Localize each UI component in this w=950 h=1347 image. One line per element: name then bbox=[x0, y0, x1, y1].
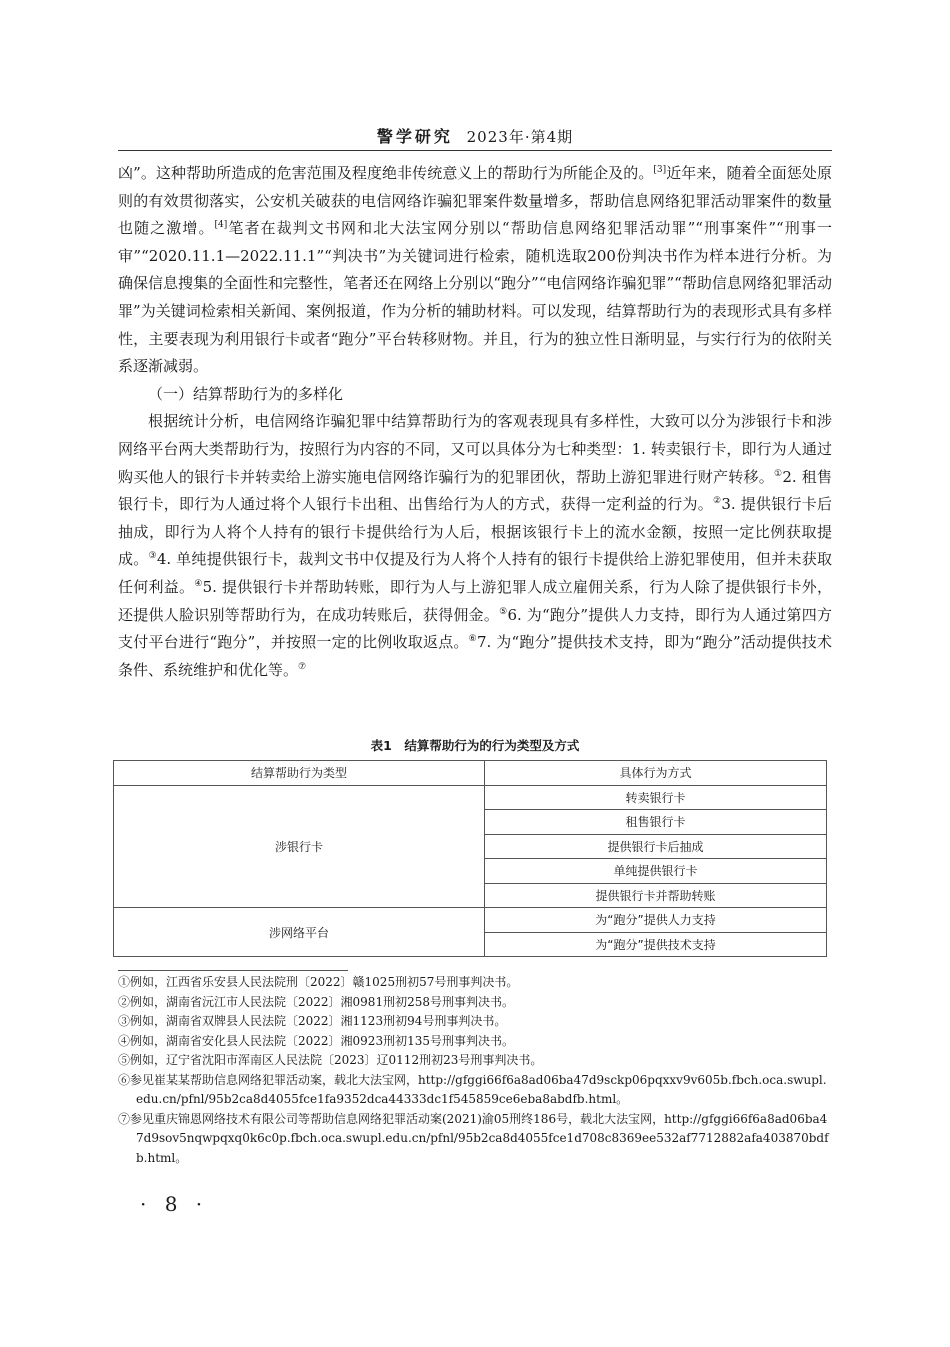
p1-text-b: 近年来，随着全面惩处原则的有效贯彻落实，公安机关破获的电信网络诈骗犯罪案件数量增多，帮助信息网络犯罪活动罪案件的数量也随之激增。 bbox=[118, 164, 832, 238]
footnote-5: ⑤例如，辽宁省沈阳市浑南区人民法院〔2023〕辽0112刑初23号刑事判决书。 bbox=[118, 1053, 543, 1067]
footnote-7: ⑦参见重庆锦恩网络技术有限公司等帮助信息网络犯罪活动案(2021)渝05刑终186号，载北大法宝网，http://gfggi66f6a8ad06ba47d9sov5nqwpqxq0k6c0p.fbch.oca.swupl.edu.cn/pfnl/95b2ca8d4055fce1d708c8369ee532af7712882afa403870bdfb.html。 bbox=[118, 1111, 829, 1165]
footnote-3: ③例如，湖南省双牌县人民法院〔2022〕湘1123刑初94号刑事判决书。 bbox=[118, 1014, 507, 1028]
p2-text-f: 6. 为“跑分”提供人力支持，即行为人通过第四方支付平台进行“跑分”，并按照一定的比例收取返点。 bbox=[118, 605, 833, 652]
header-rule bbox=[118, 150, 832, 151]
citation-4: [4] bbox=[214, 220, 228, 231]
table-cell: 租售银行卡 bbox=[485, 810, 827, 835]
p2-text-e: 5. 提供银行卡并帮助转账，即行为人与上游犯罪人成立雇佣关系，行为人除了提供银行卡外，还提供人脸识别等帮助行为，在成功转账后，获得佣金。 bbox=[118, 577, 832, 624]
p2-text-c: 3. 提供银行卡后抽成，即行为人将个人持有的银行卡提供给行为人后，根据该银行卡上的流水金额，按照一定比例获取提成。 bbox=[118, 495, 832, 569]
footnote-rule bbox=[118, 970, 348, 971]
footnotes bbox=[118, 973, 832, 1168]
p2-text-g: 7. 为“跑分”提供技术支持，即为“跑分”活动提供技术条件、系统维护和优化等。 bbox=[118, 633, 832, 679]
p2-text-d: 4. 单纯提供银行卡，裁判文书中仅提及行为人将个人持有的银行卡提供给上游犯罪使用，但并未获取任何利益。 bbox=[118, 550, 832, 596]
table-row bbox=[114, 908, 827, 933]
p1-text-c: 笔者在裁判文书网和北大法宝网分别以“帮助信息网络犯罪活动罪”“刑事案件”“刑事一审”“2020.11.1—2022.11.1”“判决书”为关键词进行检索，随机选取200份判决书作为样本进行分析。为确保信息搜集的全面性和完整性，笔者还在网络上分别以“跑分”“电信网络诈骗犯罪”“帮助信息网络犯罪活动罪”为关键词检索相关新闻、案例报道，作为分析的辅助材料。可以发现，结算帮助行为的表现形式具有多样性，主要表现为利用银行卡或者“跑分”平台转移财物。并且，行为的独立性日渐明显，与实行行为的依附关系逐渐减弱。 bbox=[118, 219, 832, 376]
footnote-4: ④例如，湖南省安化县人民法院〔2022〕湘0923刑初135号刑事判决书。 bbox=[118, 1033, 514, 1048]
paragraph-2 bbox=[118, 408, 832, 684]
group-network-platform: 涉网络平台 bbox=[114, 908, 485, 957]
footnote-mark-7: ⑦ bbox=[298, 661, 307, 672]
footnote-mark-4: ④ bbox=[194, 578, 203, 589]
footnote-1: ①例如，江西省乐安县人民法院刑〔2022〕赣1025刑初57号刑事判决书。 bbox=[118, 975, 519, 989]
footnote-mark-2: ② bbox=[713, 496, 722, 507]
footnote-6: ⑥参见崔某某帮助信息网络犯罪活动案，载北大法宝网，http://gfggi66f6a8ad06ba47d9sckp06pqxxv9v605b.fbch.oca.swupl.edu.cn/pfnl/95b2ca8d4055fce1fa9352dca44333dc1f545859ce6eba8abdfb.html。 bbox=[118, 1072, 827, 1106]
table-cell: 转卖银行卡 bbox=[485, 785, 827, 810]
table-cell: 为“跑分”提供技术支持 bbox=[485, 932, 827, 957]
footnote-mark-6: ⑥ bbox=[468, 634, 477, 645]
paragraph-1 bbox=[118, 160, 832, 381]
table-cell: 提供银行卡并帮助转账 bbox=[485, 883, 827, 908]
table-cell: 单纯提供银行卡 bbox=[485, 859, 827, 884]
table-row bbox=[114, 785, 827, 810]
table-caption: 表1 结算帮助行为的行为类型及方式 bbox=[370, 738, 580, 753]
journal-name: 警学研究 bbox=[376, 127, 453, 146]
main-text bbox=[118, 160, 832, 684]
group-bank-card: 涉银行卡 bbox=[114, 785, 485, 908]
p1-text-a: 凶”。这种帮助所造成的危害范围及程度绝非传统意义上的帮助行为所能企及的。 bbox=[118, 164, 654, 182]
header-type: 结算帮助行为类型 bbox=[114, 761, 485, 786]
section-subheading: （一）结算帮助行为的多样化 bbox=[148, 384, 344, 403]
behavior-type-table bbox=[113, 760, 827, 957]
table-cell: 为“跑分”提供人力支持 bbox=[485, 908, 827, 933]
citation-3: [3] bbox=[653, 165, 667, 175]
table-header-row bbox=[114, 761, 827, 786]
footnote-2: ②例如，湖南省沅江市人民法院〔2022〕湘0981刑初258号刑事判决书。 bbox=[118, 994, 514, 1009]
table-cell: 提供银行卡后抽成 bbox=[485, 834, 827, 859]
running-header bbox=[118, 124, 832, 147]
footnote-mark-1: ① bbox=[774, 468, 783, 479]
footnote-mark-3: ③ bbox=[148, 551, 157, 562]
header-method: 具体行为方式 bbox=[485, 761, 827, 786]
page-number: · 8 · bbox=[140, 1192, 209, 1216]
footnote-mark-5: ⑤ bbox=[499, 606, 508, 617]
p2-text-a: 根据统计分析，电信网络诈骗犯罪中结算帮助行为的客观表现具有多样性，大致可以分为涉银行卡和涉网络平台两大类帮助行为，按照行为内容的不同，又可以具体分为七种类型：1. 转卖银行卡，即行为人通过购买他人的银行卡并转卖给上游实施电信网络诈骗行为的犯罪团伙，帮助上游犯罪进行财产转移。 bbox=[118, 412, 832, 486]
issue-label: 2023年·第4期 bbox=[466, 128, 574, 146]
p2-text-b: 2. 租售银行卡，即行为人通过将个人银行卡出租、出售给行为人的方式，获得一定利益的行为。 bbox=[118, 467, 832, 514]
